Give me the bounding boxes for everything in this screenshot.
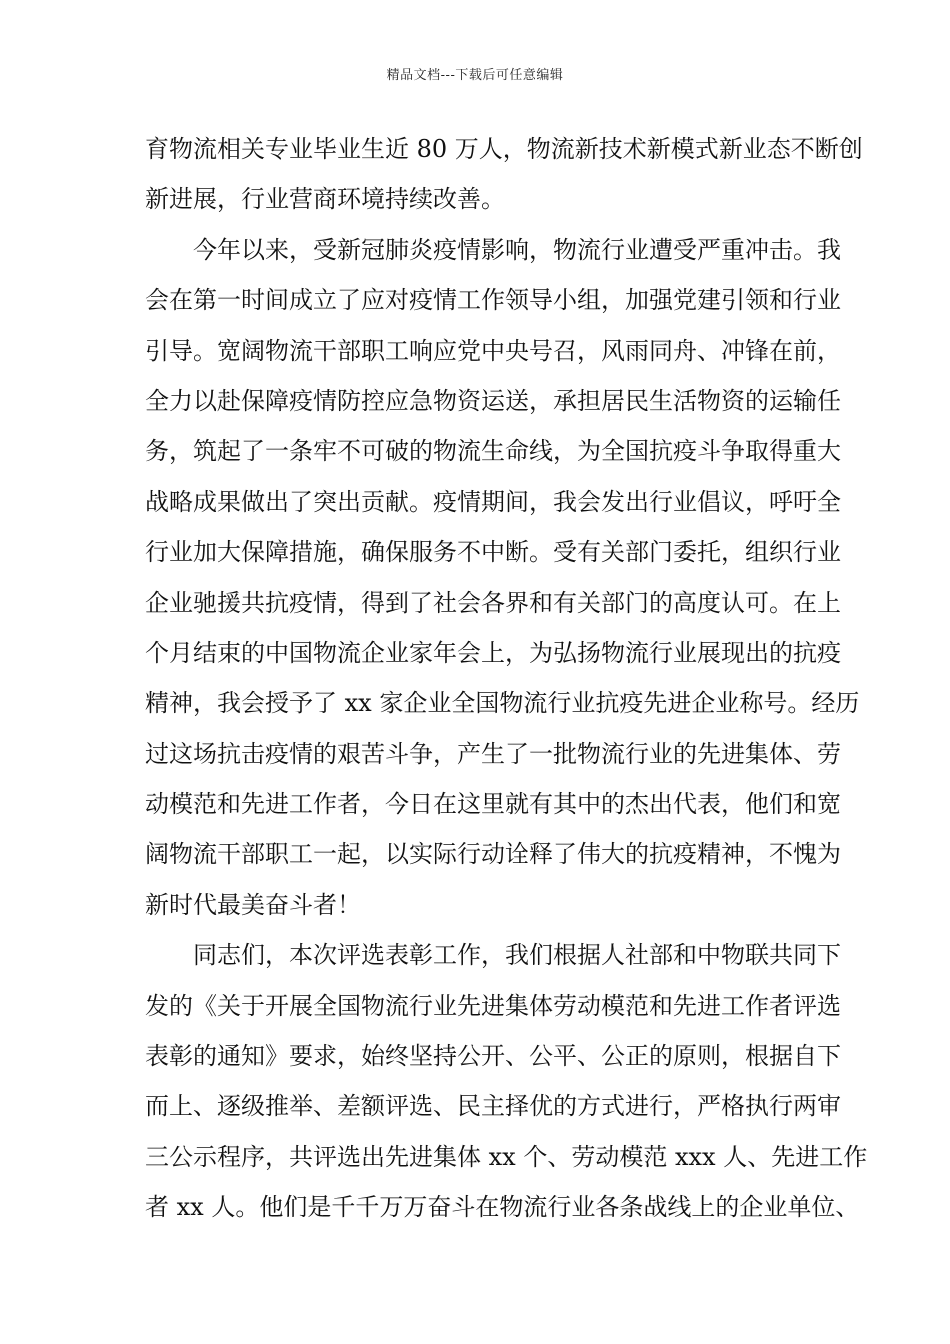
paragraph-2	[145, 225, 860, 930]
text-line: 育物流相关专业毕业生近 80 万人，物流新技术新模式新业态不断创	[145, 135, 863, 163]
text-line: 今年以来，受新冠肺炎疫情影响，物流行业遭受严重冲击。我	[193, 235, 841, 264]
text-line: 动模范和先进工作者，今日在这里就有其中的杰出代表，他们和宽	[145, 790, 841, 819]
text-line: 发的《关于开展全国物流行业先进集体劳动模范和先进工作者评选	[145, 991, 841, 1020]
text-line: 务，筑起了一条牢不可破的物流生命线，为全国抗疫斗争取得重大	[145, 437, 841, 466]
text-line: 行业加大保障措施，确保服务不中断。受有关部门委托，组织行业	[145, 538, 841, 567]
text-line: 精神，我会授予了 xx 家企业全国物流行业抗疫先进企业称号。经历	[145, 689, 860, 718]
paragraph-3	[145, 930, 868, 1232]
text-line: 阔物流干部职工一起，以实际行动诠释了伟大的抗疫精神，不愧为	[145, 840, 841, 869]
text-line: 者 xx 人。他们是千千万万奋斗在物流行业各条战线上的企业单位、	[145, 1193, 860, 1222]
page-header: 精品文档---下载后可任意编辑	[386, 68, 564, 83]
text-line: 企业驰援共抗疫情，得到了社会各界和有关部门的高度认可。在上	[145, 588, 841, 617]
text-line: 过这场抗击疫情的艰苦斗争，产生了一批物流行业的先进集体、劳	[145, 739, 841, 768]
text-line: 引导。宽阔物流干部职工响应党中央号召，风雨同舟、冲锋在前，	[145, 336, 841, 365]
text-line: 表彰的通知》要求，始终坚持公开、公平、公正的原则，根据自下	[145, 1042, 841, 1071]
document-body	[145, 124, 868, 1233]
text-line: 而上、逐级推举、差额评选、民主择优的方式进行，严格执行两审	[145, 1092, 841, 1121]
text-line: 同志们，本次评选表彰工作，我们根据人社部和中物联共同下	[193, 941, 841, 970]
text-line: 会在第一时间成立了应对疫情工作领导小组，加强党建引领和行业	[145, 286, 841, 315]
text-line: 全力以赴保障疫情防控应急物资运送，承担居民生活物资的运输任	[145, 386, 841, 415]
text-line: 个月结束的中国物流企业家年会上，为弘扬物流行业展现出的抗疫	[145, 638, 841, 667]
text-line: 三公示程序，共评选出先进集体 xx 个、劳动模范 xxx 人、先进工作	[145, 1142, 868, 1171]
text-line: 新时代最美奋斗者！	[145, 890, 361, 919]
text-line: 战略成果做出了突出贡献。疫情期间，我会发出行业倡议，呼吁全	[145, 487, 841, 516]
paragraph-1	[145, 124, 863, 225]
text-line: 新进展，行业营商环境持续改善。	[145, 185, 505, 214]
